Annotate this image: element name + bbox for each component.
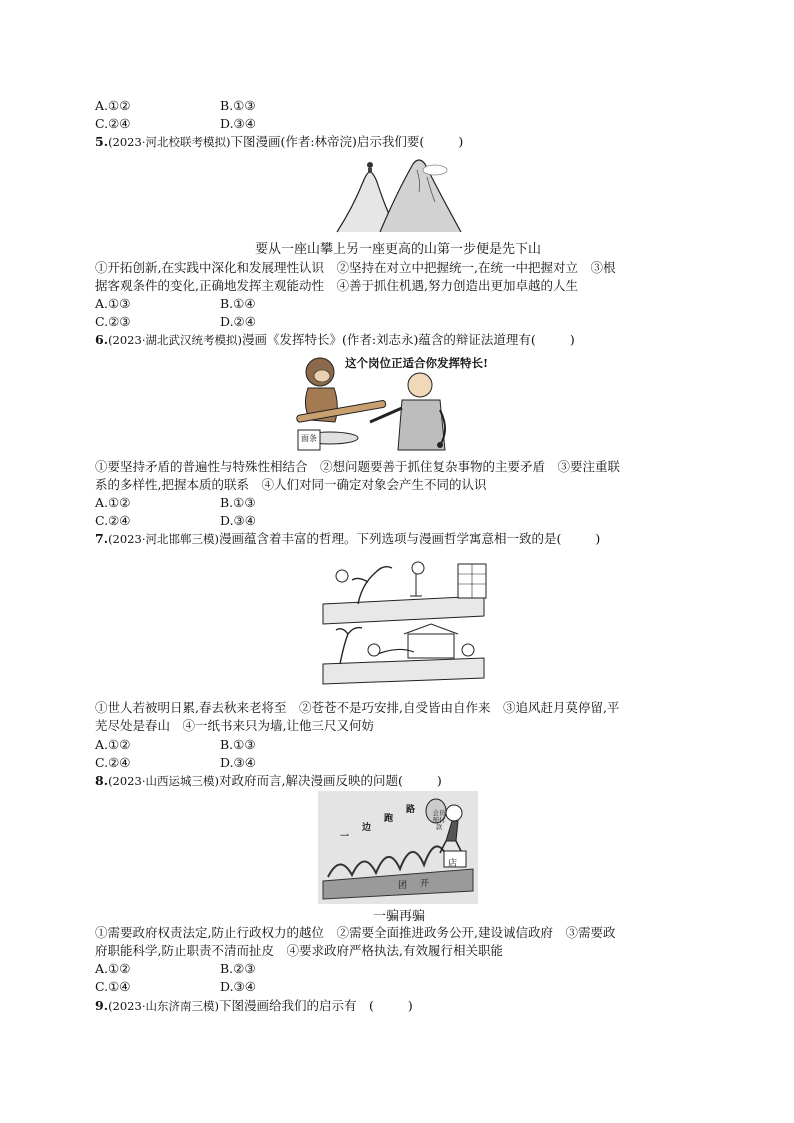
q5-option-b[interactable]: B.①④ xyxy=(220,296,256,311)
q5-mountain-cartoon xyxy=(335,152,465,234)
q8-bag-label: 会员预付款 xyxy=(432,809,446,831)
q6-cup-label: 面条 xyxy=(301,434,317,443)
q6-option-c[interactable]: C.②④ xyxy=(95,513,131,528)
q5-stem-text: 下图漫画(作者:林帝浣)启示我们要( xyxy=(230,134,425,149)
q7-close-paren: ) xyxy=(595,531,601,546)
q7-option-b[interactable]: B.①③ xyxy=(220,737,256,752)
q5-option-c[interactable]: C.②③ xyxy=(95,314,131,329)
q6-speech-text: 这个岗位正适合你发挥特长! xyxy=(345,356,489,370)
q9-close-paren: ) xyxy=(407,998,413,1013)
q8-stem xyxy=(95,772,442,790)
q7-option-d[interactable]: D.③④ xyxy=(220,755,256,770)
q8-stem-text: 对政府而言,解决漫画反映的问题( xyxy=(218,773,403,788)
q7-stem xyxy=(95,530,600,548)
q9-source: (2023·山东济南三模) xyxy=(108,999,219,1013)
q7-number: 7. xyxy=(95,531,109,546)
q7-statement-line2: 芜尽处是春山 ④一纸书来只为墙,让他三尺又何妨 xyxy=(95,718,374,733)
q8-statement-line2: 府职能科学,防止职责不清而扯皮 ④要求政府严格执法,有效履行相关职能 xyxy=(95,943,503,958)
q6-statement-line2: 系的多样性,把握本质的联系 ④人们对同一确定对象会产生不同的认识 xyxy=(95,477,487,492)
q8-shop-char-3: 店 xyxy=(448,859,458,869)
q8-option-d[interactable]: D.③④ xyxy=(220,979,256,994)
q5-source: (2023·河北校联考模拟) xyxy=(108,135,231,149)
q5-statement-line2: 据客观条件的变化,正确地发挥主观能动性 ④善于抓住机遇,努力创造出更加卓越的人生 xyxy=(95,278,578,293)
q6-option-a[interactable]: A.①② xyxy=(95,495,131,510)
q9-stem-text: 下图漫画给我们的启示有 ( xyxy=(218,998,374,1013)
q5-statement-line1: ①开拓创新,在实践中深化和发展理性认识 ②坚持在对立中把握统一,在统一中把握对立 ③根 xyxy=(95,260,616,275)
q8-caption: 一骗再骗 xyxy=(372,909,425,924)
q5-close-paren: ) xyxy=(458,134,464,149)
q8-option-a[interactable]: A.①② xyxy=(95,961,131,976)
q8-sign-char-3: 跑 xyxy=(384,814,394,824)
q8-shop-char-1: 团 xyxy=(398,881,408,891)
q5-option-d[interactable]: D.②④ xyxy=(220,314,256,329)
q8-source: (2023·山西运城三模) xyxy=(108,774,219,788)
q8-option-b[interactable]: B.②③ xyxy=(220,961,256,976)
q8-sign-char-2: 边 xyxy=(362,823,372,833)
q7-statement-line1: ①世人若被明日累,春去秋来老将至 ②苍苍不是巧安排,自受皆由自作来 ③追风赶月莫停留,平 xyxy=(95,700,620,715)
q7-stem-text: 漫画蕴含着丰富的哲理。下列选项与漫画哲学寓意相一致的是( xyxy=(218,531,562,546)
q8-sign-char-4: 路 xyxy=(406,805,416,815)
q7-option-c[interactable]: C.②④ xyxy=(95,755,131,770)
q9-number: 9. xyxy=(95,998,109,1013)
q8-shop-char-2: 开 xyxy=(420,879,430,889)
q6-statement-line1: ①要坚持矛盾的普遍性与特殊性相结合 ②想问题要善于抓住复杂事物的主要矛盾 ③要注重联 xyxy=(95,459,621,474)
prev-option-d[interactable]: D.③④ xyxy=(220,116,256,131)
q6-number: 6. xyxy=(95,332,109,347)
q7-cartoon xyxy=(318,554,490,690)
prev-option-b[interactable]: B.①③ xyxy=(220,98,256,113)
q8-close-paren: ) xyxy=(436,773,442,788)
q6-source: (2023·湖北武汉统考模拟) xyxy=(108,333,242,347)
q5-number: 5. xyxy=(95,134,109,149)
q6-close-paren: ) xyxy=(569,332,575,347)
q7-option-a[interactable]: A.①② xyxy=(95,737,131,752)
q5-option-a[interactable]: A.①③ xyxy=(95,296,131,311)
q6-stem-text: 漫画《发挥特长》(作者:刘志永)蕴含的辩证法道理有( xyxy=(241,332,536,347)
q7-source: (2023·河北邯郸三模) xyxy=(108,532,219,546)
q9-stem xyxy=(95,997,413,1015)
q8-statement-line1: ①需要政府权责法定,防止行政权力的越位 ②需要全面推进政务公开,建设诚信政府 ③需要政 xyxy=(95,925,616,940)
q6-option-b[interactable]: B.①③ xyxy=(220,495,256,510)
q5-stem xyxy=(95,133,463,151)
q8-option-c[interactable]: C.①④ xyxy=(95,979,131,994)
q5-caption: 要从一座山攀上另一座更高的山第一步便是先下山 xyxy=(254,242,541,257)
q8-sign-char-1: 一 xyxy=(340,832,350,842)
q6-stem xyxy=(95,331,575,349)
prev-option-c[interactable]: C.②④ xyxy=(95,116,131,131)
q8-number: 8. xyxy=(95,773,109,788)
prev-option-a[interactable]: A.①② xyxy=(95,98,131,113)
q6-option-d[interactable]: D.③④ xyxy=(220,513,256,528)
